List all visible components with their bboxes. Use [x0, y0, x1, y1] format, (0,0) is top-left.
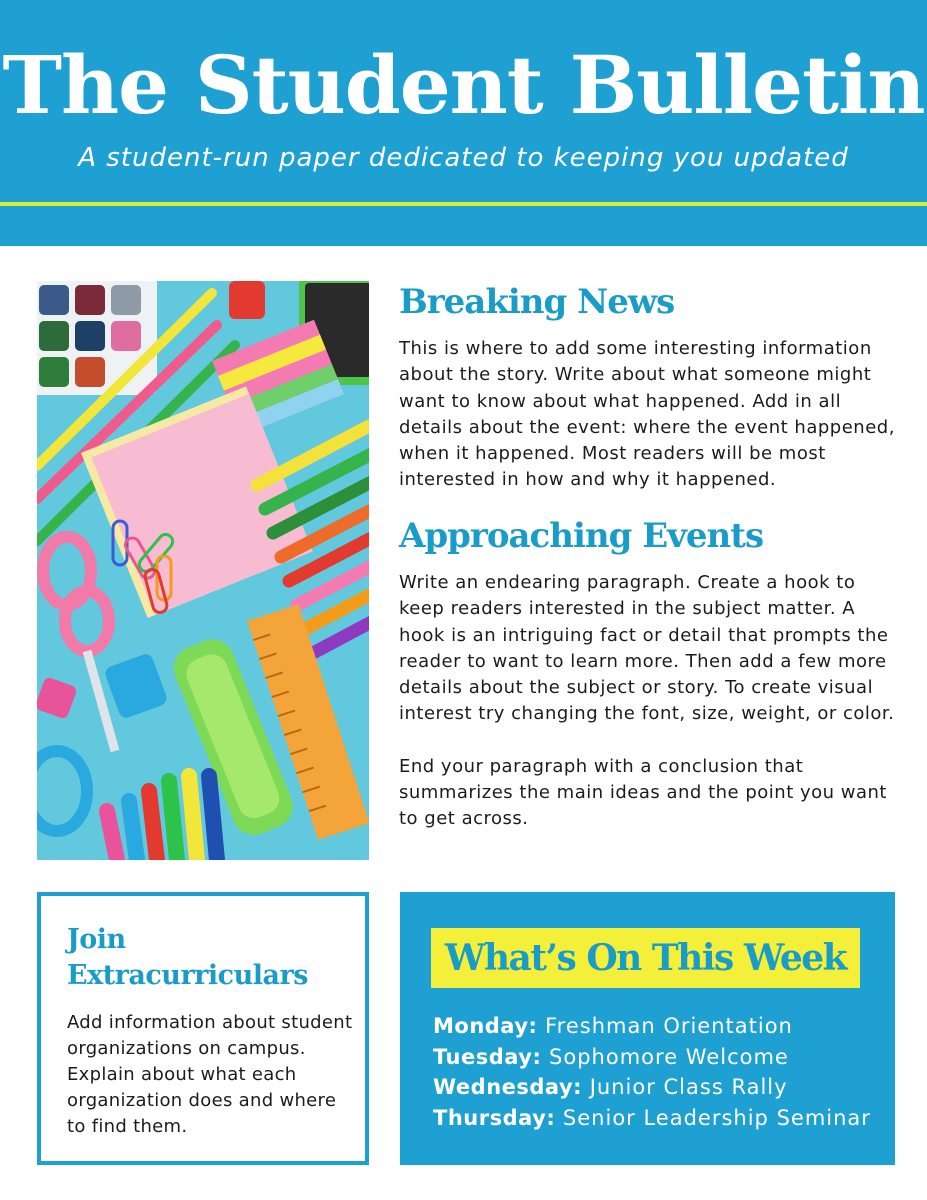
schedule-item [433, 1011, 893, 1042]
approaching-events-paragraph-1: Write an endearing paragraph. Create a hook to keep readers interested in the subject matter. A hook is an intriguing fact or detail that prompts the reader to want to learn more. Then add a few more details about the subject or story. To create visual interest try changing the font, size, weight, or color. [399, 572, 895, 725]
schedule-event: Freshman Orientation [545, 1014, 793, 1038]
masthead [0, 0, 927, 246]
school-supplies-photo [37, 281, 369, 860]
schedule-item [433, 1042, 893, 1073]
schedule-event: Sophomore Welcome [549, 1044, 789, 1069]
approaching-events-paragraph-2: End your paragraph with a conclusion that summarizes the main ideas and the point you want to get across. [399, 755, 887, 830]
schedule-day: Thursday: [433, 1105, 556, 1130]
weekly-schedule [433, 1011, 893, 1133]
breaking-news-heading: Breaking News [399, 282, 675, 322]
schedule-day: Wednesday: [433, 1075, 583, 1099]
schedule-item [433, 1103, 893, 1134]
whats-on-box [400, 892, 895, 1165]
header-divider [0, 202, 927, 206]
schedule-event: Senior Leadership Seminar [562, 1105, 871, 1130]
schedule-event: Junior Class Rally [589, 1075, 788, 1099]
whats-on-heading: What’s On This Week [444, 937, 847, 979]
approaching-events-section [399, 516, 899, 833]
schedule-item [433, 1072, 893, 1103]
schedule-day: Tuesday: [433, 1044, 542, 1069]
page-title: The Student Bulletin [2, 38, 925, 132]
breaking-news-body: This is where to add some interesting information about the story. Write about what someone might want to know about what happened. Add in all details about the event: where the event happened, when it happened. Most readers will be most interested in how and why it happened. [399, 338, 895, 491]
school-supplies-illustration [37, 281, 369, 860]
extracurriculars-body: Add information about student organizations on campus. Explain about what each organization does and where to find them. [67, 1012, 353, 1137]
approaching-events-heading: Approaching Events [399, 516, 764, 556]
breaking-news-section [399, 282, 899, 494]
whats-on-heading-highlight [431, 928, 860, 988]
extracurriculars-box [37, 892, 369, 1165]
extracurriculars-heading: Join Extracurriculars [67, 924, 308, 991]
tagline: A student-run paper dedicated to keeping you updated [78, 143, 849, 173]
schedule-day: Monday: [433, 1014, 538, 1038]
